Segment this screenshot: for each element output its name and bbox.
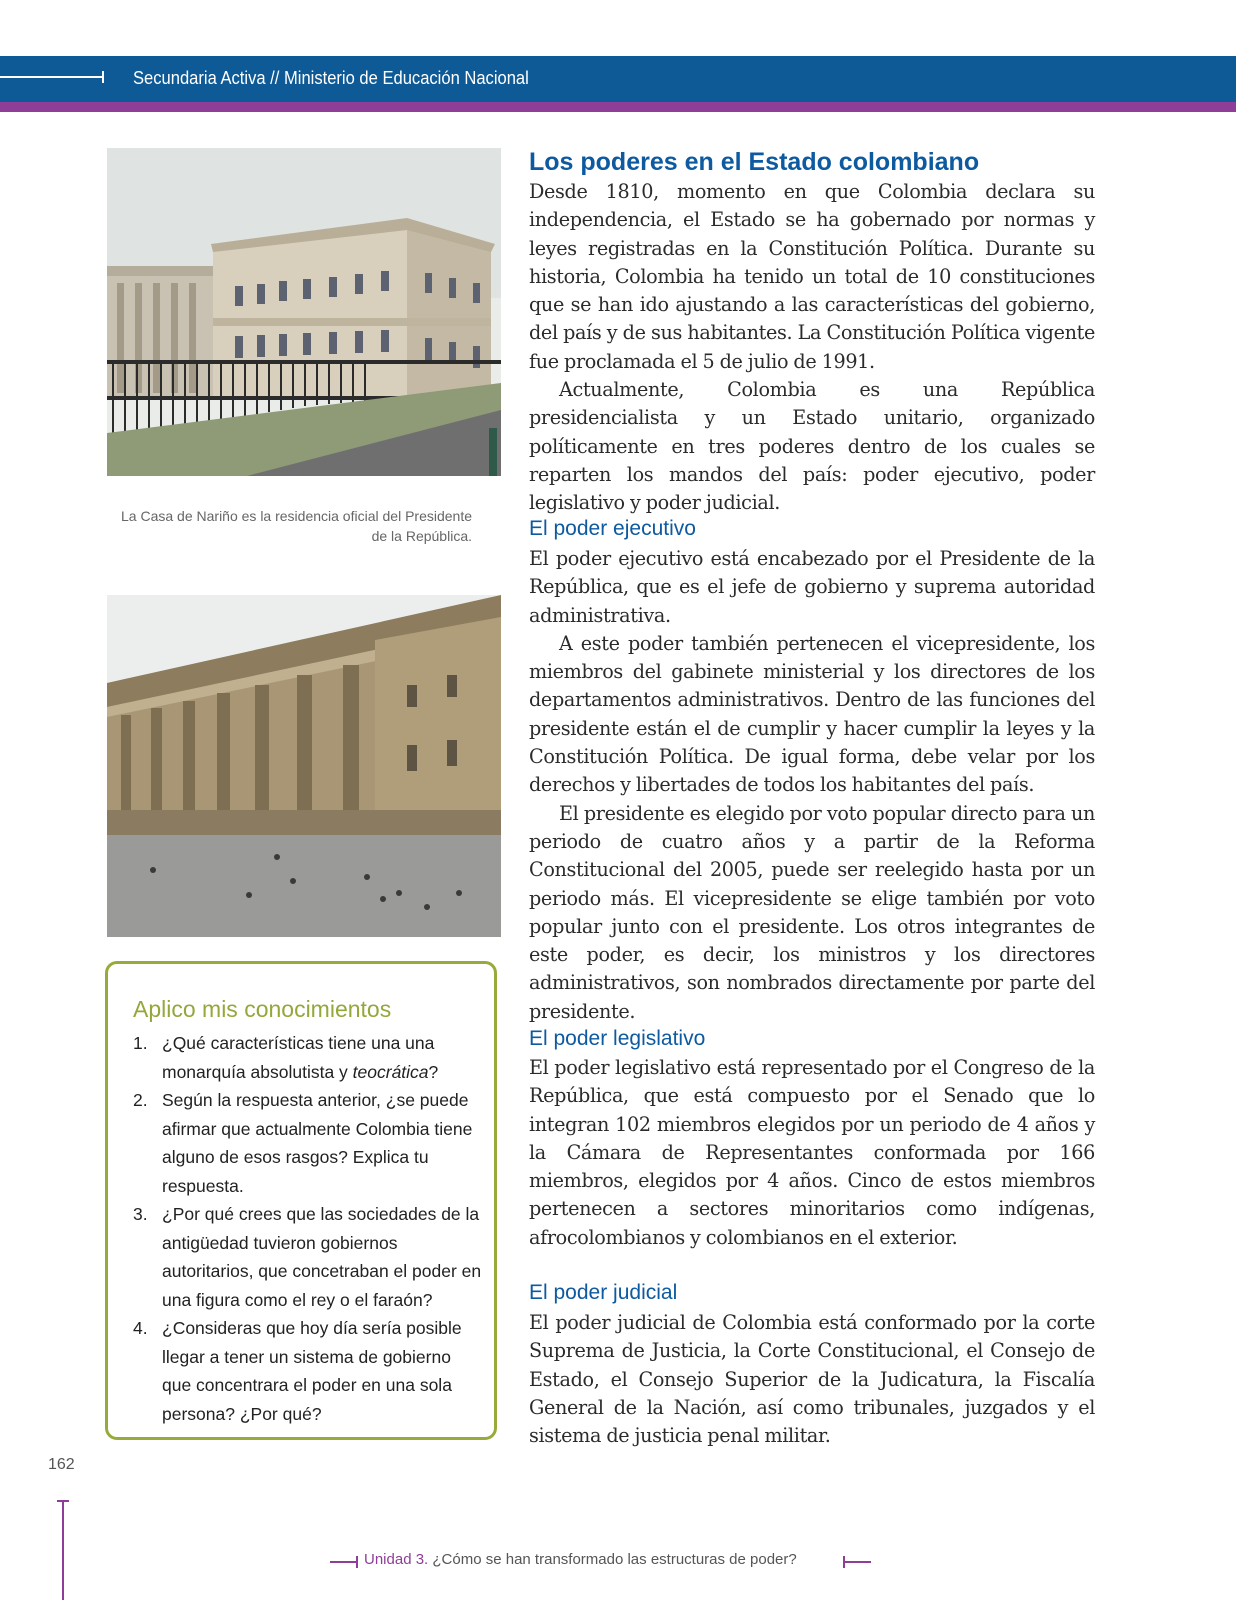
legislative-text	[529, 1054, 1095, 1252]
header-tick	[102, 71, 104, 83]
footer-bar-right	[845, 1561, 871, 1563]
question-number: 2.	[133, 1090, 148, 1110]
paragraph: A este poder también pertenecen el vicepresidente, los miembros del gabinete ministerial y los directores de los departamentos administrativos. Dentro de las funciones del presidente están el de cumplir y hacer cumplir la leyes y la Constitución Política. De igual forma, debe velar por los derechos y libertades de todos los habitantes del país.	[529, 631, 1095, 797]
section-heading-judicial: El poder judicial	[529, 1281, 678, 1304]
header-stripe	[0, 102, 1236, 112]
activity-question-list	[133, 1029, 483, 1428]
footer-unit-title: ¿Cómo se han transformado las estructuras de poder?	[432, 1551, 797, 1568]
paragraph: Desde 1810, momento en que Colombia declara su independencia, el Estado se ha gobernado por normas y leyes registradas en la Constitución Política. Durante su historia, Colombia ha tenido un total de 10 constituciones que se han ido ajustando a las características del gobierno, del país y de sus habitantes. La Constitución Política vigente fue proclamada el 5 de julio de 1991.	[529, 180, 1095, 373]
section-heading-legislative: El poder legislativo	[529, 1027, 706, 1050]
executive-text	[529, 545, 1095, 1026]
paragraph: El poder ejecutivo está encabezado por el Presidente de la República, que es el jefe de gobierno y suprema autoridad administrativa.	[529, 547, 1095, 627]
header-line	[0, 76, 104, 78]
question-number: 4.	[133, 1318, 148, 1338]
intro-text	[529, 178, 1095, 518]
paragraph: El poder legislativo está representado por el Congreso de la República, que está compuesto por el Senado que lo integran 102 miembros elegidos por un periodo de 4 años y la Cámara de Representantes conformada por 166 miembros, elegidos por 4 años. Cinco de estos miembros pertenecen a sectores minoritarios como indígenas, afrocolombianos y colombianos en el exterior.	[529, 1056, 1095, 1249]
emphasis-term: teocrática	[352, 1061, 429, 1082]
list-item	[133, 1029, 483, 1086]
footer-unit-label: Unidad 3.	[364, 1551, 429, 1568]
photo-caption: La Casa de Nariño es la residencia oficial del Presidente de la República.	[121, 508, 472, 544]
header-title: Secundaria Activa // Ministerio de Educación Nacional	[133, 68, 529, 88]
paragraph: Actualmente, Colombia es una República presidencialista y un Estado unitario, organizado políticamente en tres poderes dentro de los cuales se reparten los mandos del país: poder ejecutivo, poder legislativo y poder judicial.	[529, 378, 1095, 515]
list-item	[133, 1086, 483, 1200]
side-rule	[62, 1500, 64, 1600]
list-item	[133, 1314, 483, 1428]
page-number: 162	[48, 1456, 75, 1473]
section-heading-executive: El poder ejecutivo	[529, 517, 696, 540]
capitolio-photo	[107, 595, 501, 937]
question-number: 3.	[133, 1204, 148, 1224]
footer-bar-left	[330, 1561, 356, 1563]
activity-title: Aplico mis conocimientos	[133, 996, 392, 1022]
footer-tick-left	[356, 1556, 358, 1568]
list-item	[133, 1200, 483, 1314]
question-text: ¿Consideras que hoy día sería posible llegar a tener un sistema de gobierno que concentrara el poder en una sola persona? ¿Por qué?	[162, 1318, 462, 1424]
question-text: ¿Por qué crees que las sociedades de la antigüedad tuvieron gobiernos autoritarios, que concetraban el poder en una figura como el rey o el faraón?	[162, 1204, 482, 1310]
footer	[330, 1551, 870, 1573]
casa-de-narino-photo	[107, 148, 501, 476]
question-number: 1.	[133, 1033, 148, 1053]
footer-text	[364, 1551, 844, 1568]
question-text: ¿Qué características tiene una una monarquía absolutista y teocrática?	[162, 1033, 439, 1082]
paragraph: El presidente es elegido por voto popular directo para un periodo de cuatro años y a partir de la Reforma Constitucional del 2005, puede ser reelegido hasta por un periodo más. El vicepresidente se elige también por voto popular junto con el presidente. Los otros integrantes de este poder, es decir, los ministros y los directores administrativos, son nombrados directamente por parte del presidente.	[529, 801, 1095, 1023]
judicial-text	[529, 1309, 1095, 1450]
question-text: Según la respuesta anterior, ¿se puede afirmar que actualmente Colombia tiene alguno de esos rasgos? Explica tu respuesta.	[162, 1090, 473, 1196]
article-title: Los poderes en el Estado colombiano	[529, 148, 980, 176]
paragraph: El poder judicial de Colombia está conformado por la corte Suprema de Justicia, la Corte Constitucional, el Consejo de Estado, el Consejo Superior de la Judicatura, la Fiscalía General de la Nación, así como tribunales, juzgados y el sistema de justicia penal militar.	[529, 1311, 1095, 1448]
